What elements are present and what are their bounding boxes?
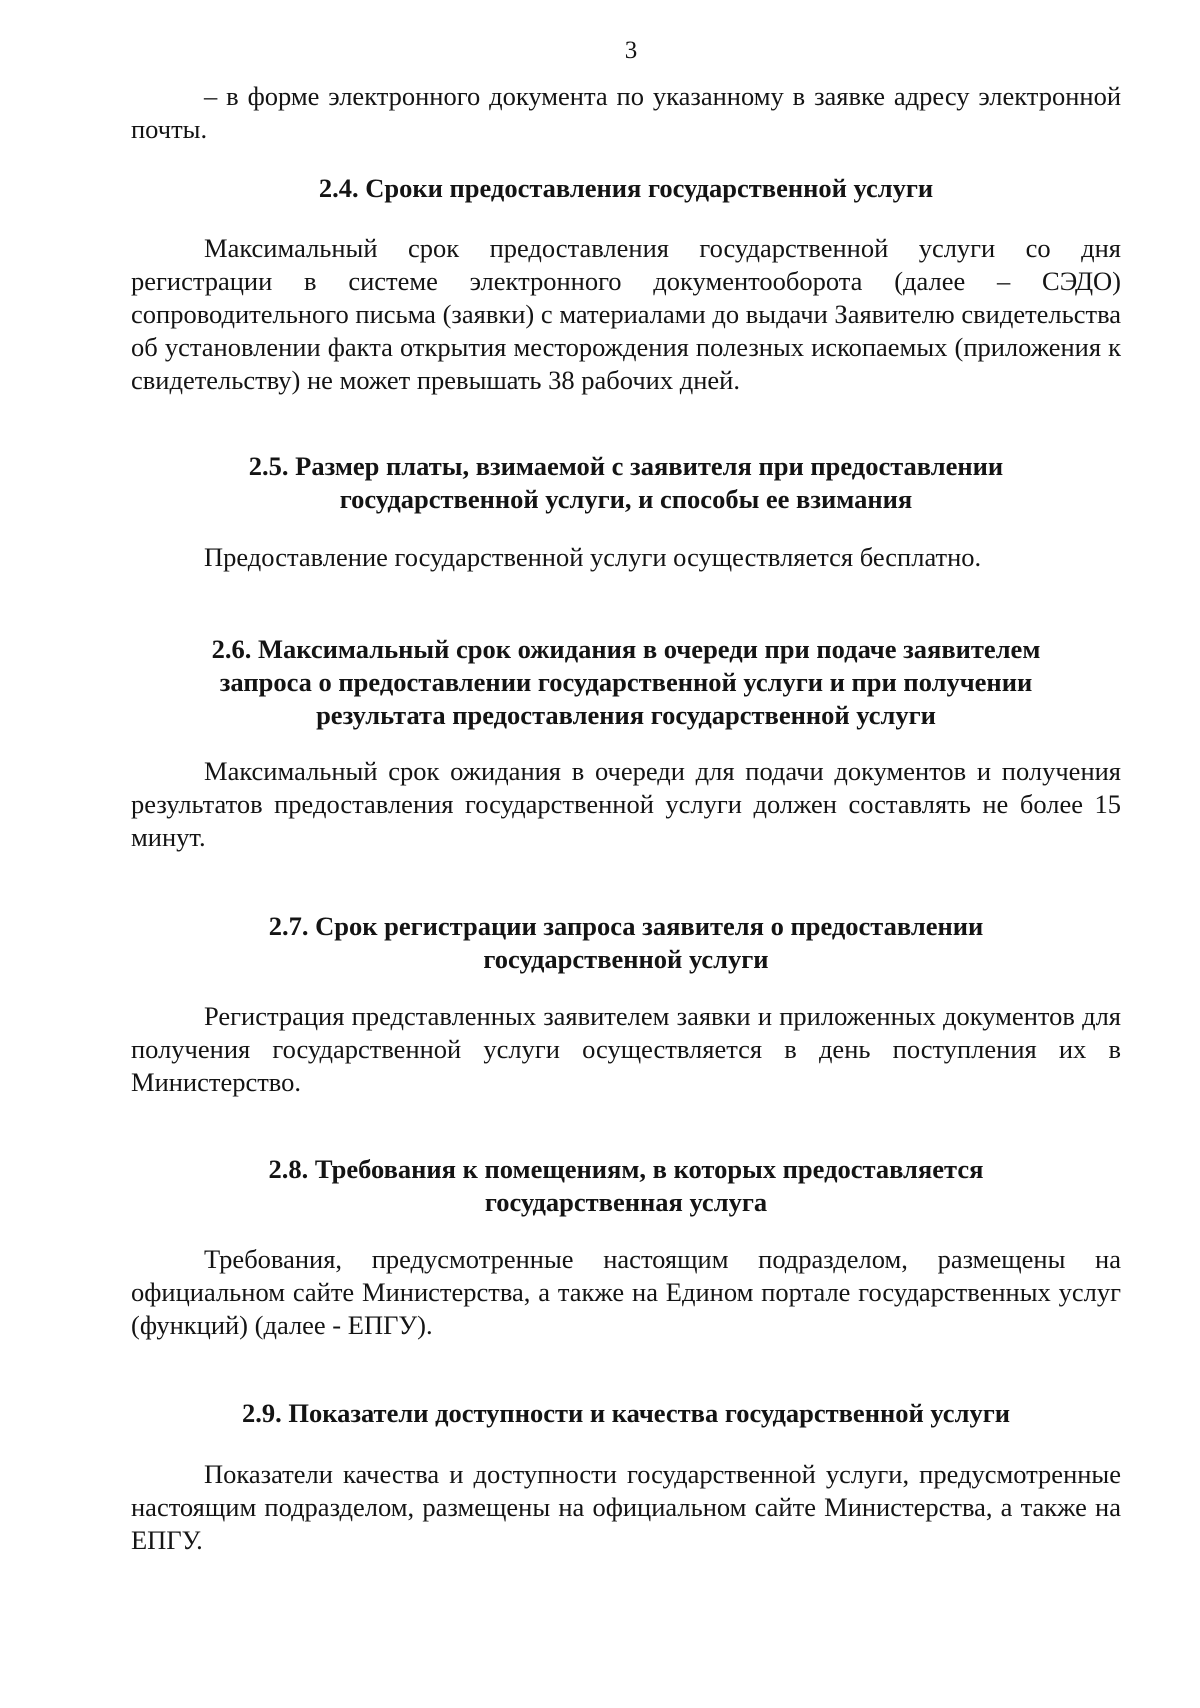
heading-2-8 (131, 1153, 1121, 1219)
heading-2-8-line-1: 2.8. Требования к помещениям, в которых предоставляется (268, 1154, 984, 1184)
paragraph-2-4: Максимальный срок предоставления государственной услуги со дня регистрации в системе электронного документооборота (далее – СЭДО) сопроводительного письма (заявки) с материалами до выдачи Заявителю свидетельства об установлении факта открытия месторождения полезных ископаемых (приложения к свидетельству) не может превышать 38 рабочих дней. (131, 233, 1121, 395)
heading-2-7 (131, 910, 1121, 976)
heading-2-5-line-1: 2.5. Размер платы, взимаемой с заявителя при предоставлении (248, 451, 1004, 481)
heading-2-6-line-2: запроса о предоставлении государственной услуги и при получении (219, 667, 1033, 697)
paragraph-2-5: Предоставление государственной услуги осуществляется бесплатно. (204, 542, 982, 572)
paragraph-2-6: Максимальный срок ожидания в очереди для подачи документов и получения результатов предоставления государственной услуги должен составлять не более 15 минут. (131, 756, 1121, 852)
heading-2-4: 2.4. Сроки предоставления государственной услуги (318, 173, 934, 203)
heading-2-7-line-1: 2.7. Срок регистрации запроса заявителя о предоставлении (268, 911, 984, 941)
heading-2-5-line-2: государственной услуги, и способы ее взимания (339, 484, 913, 514)
heading-2-6 (131, 633, 1121, 732)
heading-2-6-line-3: результата предоставления государственной услуги (316, 700, 936, 730)
page-number: 3 (624, 37, 638, 64)
paragraph-intro: – в форме электронного документа по указанному в заявке адресу электронной почты. (131, 81, 1121, 144)
heading-2-6-line-1: 2.6. Максимальный срок ожидания в очереди при подаче заявителем (211, 634, 1041, 664)
paragraph-2-9: Показатели качества и доступности государственной услуги, предусмотренные настоящим подразделом, размещены на официальном сайте Министерства, а также на ЕПГУ. (131, 1459, 1121, 1555)
heading-2-5 (131, 450, 1121, 516)
heading-2-8-line-2: государственная услуга (484, 1187, 768, 1217)
paragraph-2-8: Требования, предусмотренные настоящим подразделом, размещены на официальном сайте Министерства, а также на Едином портале государственных услуг (функций) (далее - ЕПГУ). (131, 1244, 1121, 1340)
paragraph-2-7: Регистрация представленных заявителем заявки и приложенных документов для получения государственной услуги осуществляется в день поступления их в Министерство. (131, 1001, 1121, 1097)
heading-2-9: 2.9. Показатели доступности и качества государственной услуги (241, 1398, 1010, 1428)
heading-2-7-line-2: государственной услуги (483, 944, 769, 974)
